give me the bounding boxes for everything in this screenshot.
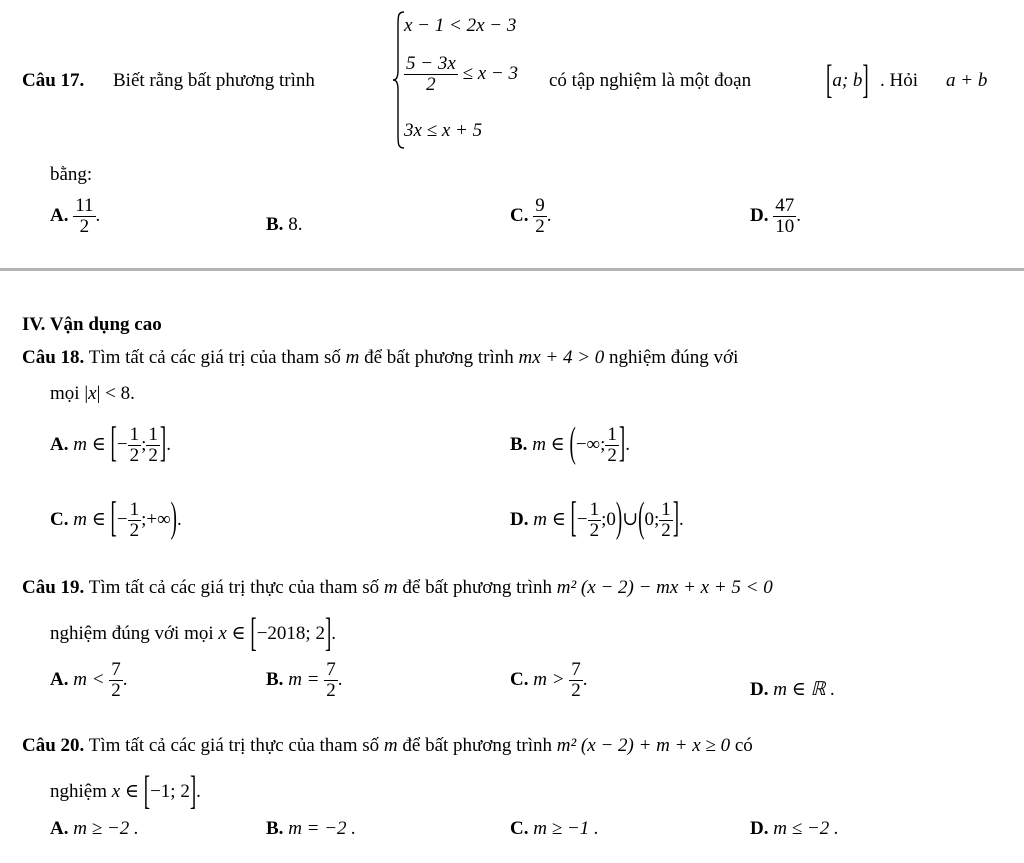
q17-option-d: D. $\frac{47}{10}$ .	[750, 195, 801, 237]
q17-end: bằng:	[50, 164, 93, 185]
q18-option-c: C. m ∈ [− $\frac{1}{2}$ ;+∞).	[50, 496, 182, 543]
q20-option-a: A. m ≥ −2 .	[50, 818, 139, 839]
q20-option-c: C. m ≥ −1 .	[510, 818, 599, 839]
q17-continuation: có tập nghiệm là một đoạn	[549, 70, 752, 91]
q18-option-d: D. m ∈ [− $\frac{1}{2}$ ;0)∪(0; $\frac{1}{2}$ ].	[510, 496, 684, 543]
q17-option-a: A. $\frac{11}{2}$ .	[50, 195, 101, 237]
q17-interval: [a; b]	[826, 58, 869, 103]
q17-option-b: B. 8.	[266, 214, 303, 235]
system-eq-1: x − 1 < 2x − 3	[404, 15, 517, 36]
section-title: IV. Vận dụng cao	[22, 314, 162, 335]
q19-option-c: C. m > $\frac{7}{2}$ .	[510, 659, 588, 701]
q20-line2: nghiệm x ∈ [−1; 2].	[50, 769, 201, 814]
q19-line2: nghiệm đúng với mọi x ∈ [−2018; 2].	[50, 611, 337, 656]
q18-option-b: B. m ∈ (−∞; $\frac{1}{2}$ ].	[510, 421, 630, 468]
q20-option-b: B. m = −2 .	[266, 818, 357, 839]
system-eq-3: 3x ≤ x + 5	[404, 120, 483, 141]
q20-line1: Câu 20. Tìm tất cả các giá trị thực của tham số m để bất phương trình m² (x − 2) + m + x ≥ 0 có	[22, 735, 753, 756]
system-eq-2: $\frac{5 - 3x}{2}$ ≤ x − 3	[406, 53, 518, 95]
q17-intro: Biết rằng bất phương trình	[113, 70, 315, 91]
q19-option-b: B. m = $\frac{7}{2}$ .	[266, 659, 343, 701]
q18-line1: Câu 18. Tìm tất cả các giá trị của tham số m để bất phương trình mx + 4 > 0 nghiệm đúng với	[22, 347, 739, 368]
q19-option-d: D. m ∈ ℝ .	[750, 679, 836, 700]
q18-option-a: A. m ∈ [− $\frac{1}{2}$ ; $\frac{1}{2}$ ].	[50, 421, 171, 468]
q18-line2: mọi |x| < 8.	[50, 383, 135, 404]
section-divider	[0, 268, 1024, 271]
q17-expression: a + b	[946, 70, 988, 91]
q20-option-d: D. m ≤ −2 .	[750, 818, 839, 839]
q19-option-a: A. m < $\frac{7}{2}$ .	[50, 659, 128, 701]
q17-label: Câu 17.	[22, 70, 85, 91]
q17-ask: . Hỏi	[880, 70, 918, 91]
q19-line1: Câu 19. Tìm tất cả các giá trị thực của tham số m để bất phương trình m² (x − 2) − mx + x + 5 < 0	[22, 577, 773, 598]
q17-option-c: C. $\frac{9}{2}$ .	[510, 195, 552, 237]
